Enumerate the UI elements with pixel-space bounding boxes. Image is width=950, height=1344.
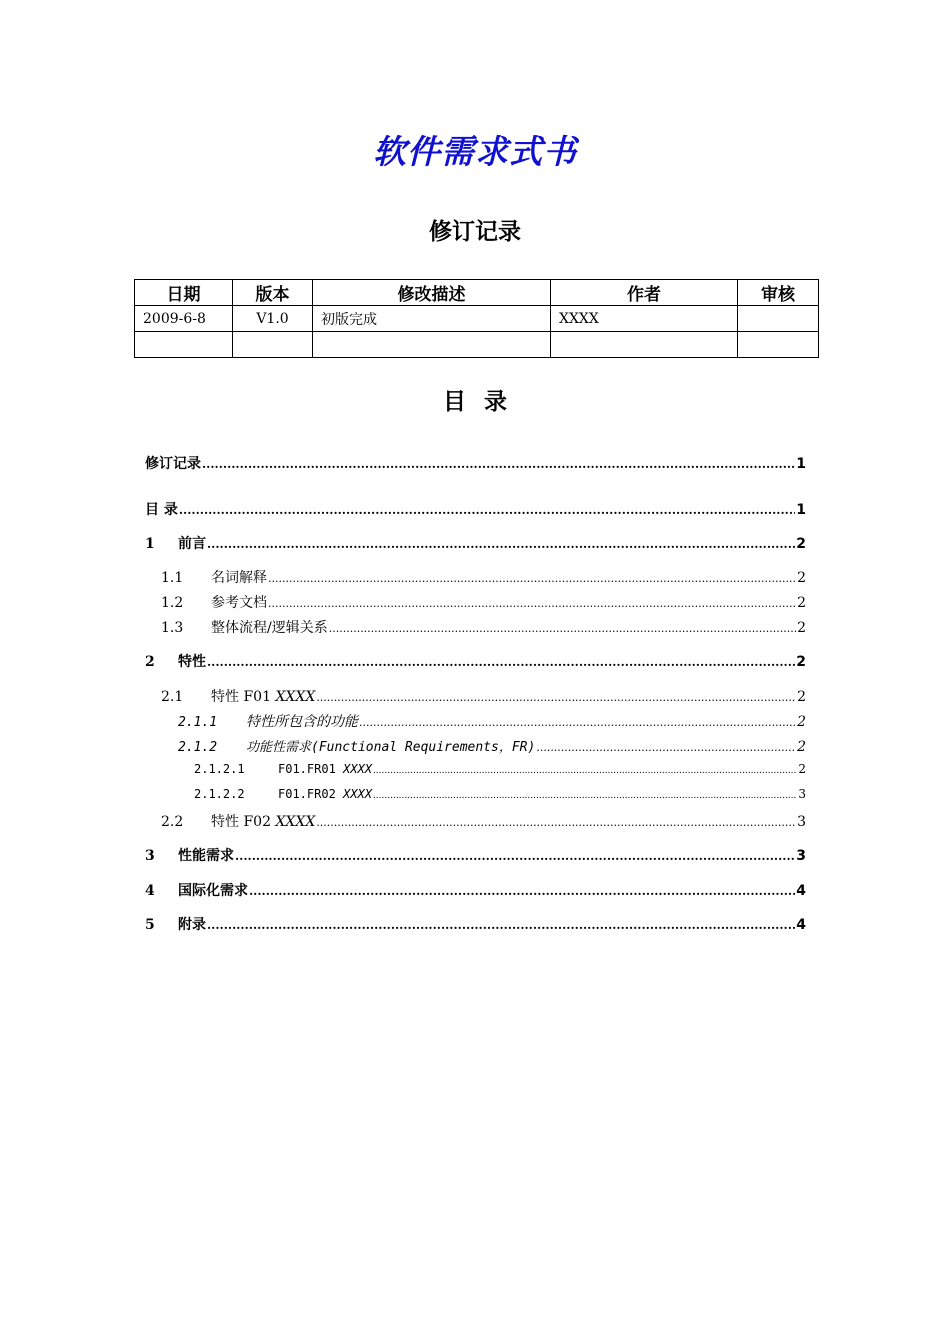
toc-entry-text: 特性 — [178, 654, 206, 670]
toc-leader — [207, 917, 795, 933]
toc-entry[interactable] — [145, 499, 806, 519]
toc-entry-page: 2 — [797, 739, 806, 755]
toc-entry-number: 1 — [145, 536, 155, 552]
toc-entry[interactable] — [178, 736, 806, 755]
toc-leader — [179, 502, 795, 518]
toc-entry-text: 整体流程/逻辑关系 — [211, 620, 328, 636]
toc-leader — [235, 848, 795, 864]
toc-leader — [359, 714, 796, 730]
toc-heading: 目录 — [443, 389, 525, 415]
toc-entry-text: F01.FR02 XXXX — [278, 787, 372, 801]
toc-entry-page: 1 — [796, 456, 806, 472]
toc-entry[interactable] — [194, 787, 806, 801]
document-title: 软件需求式书 — [373, 132, 577, 171]
toc-entry[interactable] — [161, 617, 806, 637]
toc-entry-text: 修订记录 — [145, 456, 201, 472]
toc-entry-page: 2 — [797, 689, 806, 705]
toc-leader — [316, 814, 796, 830]
toc-entry-number: 2.1.2.2 — [194, 787, 245, 801]
toc-entry-text: 目 录 — [145, 502, 178, 518]
header-reviewer: 审核 — [738, 280, 819, 306]
toc-entry[interactable] — [145, 533, 806, 553]
toc-entry-number: 1.2 — [161, 595, 184, 611]
cell-description: 初版完成 — [313, 306, 551, 332]
toc-entry-text: 性能需求 — [178, 848, 234, 864]
toc-entry[interactable] — [145, 914, 806, 934]
toc-entry-text: 参考文档 — [211, 595, 267, 611]
toc-entry[interactable] — [178, 711, 806, 731]
toc-entry-number: 2.1.1 — [178, 715, 218, 730]
toc-entry-text: 特性 F02 XXXX — [211, 814, 316, 830]
header-author: 作者 — [551, 280, 738, 306]
header-version: 版本 — [233, 280, 313, 306]
toc-entry[interactable] — [145, 880, 806, 900]
toc-entry-text: 前言 — [178, 536, 206, 552]
toc-entry[interactable] — [145, 453, 806, 473]
toc-entry[interactable] — [161, 811, 806, 831]
toc-leader — [536, 739, 796, 755]
toc-entry-page: 2 — [797, 620, 806, 636]
toc-leader — [373, 787, 797, 801]
toc-entry-number: 2.1 — [161, 689, 184, 705]
toc-entry-page: 4 — [796, 917, 806, 933]
toc-entry[interactable] — [161, 592, 806, 612]
toc-leader — [268, 595, 796, 611]
toc-entry[interactable] — [145, 651, 806, 671]
toc-entry-number: 3 — [145, 848, 155, 864]
toc-entry-number: 2 — [145, 654, 155, 670]
toc-entry-text: 名词解释 — [211, 570, 267, 586]
toc-leader — [249, 883, 795, 899]
toc-leader — [207, 536, 795, 552]
toc-leader — [373, 762, 797, 776]
toc-entry-text: 特性 F01 XXXX — [211, 689, 316, 705]
toc-entry-number: 5 — [145, 917, 155, 933]
toc-entry-text: 特性所包含的功能 — [246, 714, 358, 730]
toc-leader — [202, 456, 795, 472]
toc-entry-page: 2 — [796, 536, 806, 552]
toc-entry-page: 1 — [796, 502, 806, 518]
toc-leader — [329, 620, 796, 636]
toc-entry[interactable] — [145, 845, 806, 865]
toc-entry-page: 2 — [796, 654, 806, 670]
toc-entry-number: 1.1 — [161, 570, 184, 586]
cell-version: V1.0 — [233, 306, 313, 332]
toc-leader — [268, 570, 796, 586]
toc-entry-page: 3 — [796, 848, 806, 864]
toc-entry-text: 附录 — [178, 917, 206, 933]
toc-entry[interactable] — [194, 762, 806, 776]
header-description: 修改描述 — [313, 280, 551, 306]
toc-entry-page: 2 — [797, 595, 806, 611]
toc-entry-page: 3 — [797, 814, 806, 830]
toc-entry-text: F01.FR01 XXXX — [278, 762, 372, 776]
toc-entry-number: 2.2 — [161, 814, 184, 830]
toc-entry-text: 国际化需求 — [178, 883, 248, 899]
cell-author: XXXX — [551, 306, 738, 332]
toc-entry-page: 4 — [796, 883, 806, 899]
toc-entry-page: 2 — [797, 714, 806, 730]
toc-leader — [316, 689, 796, 705]
toc-entry-number: 4 — [145, 883, 155, 899]
revision-heading: 修订记录 — [429, 219, 521, 245]
toc-entry-number: 2.1.2.1 — [194, 762, 245, 776]
toc-entry-page: 3 — [798, 787, 806, 801]
toc-entry-number: 1.3 — [161, 620, 184, 636]
header-date: 日期 — [135, 280, 233, 306]
toc-entry[interactable] — [161, 686, 806, 706]
toc-leader — [207, 654, 795, 670]
toc-entry[interactable] — [161, 567, 806, 587]
toc-entry-text: 功能性需求(Functional Requirements，FR) — [246, 740, 536, 755]
toc-entry-number: 2.1.2 — [178, 740, 218, 755]
toc-entry-page: 2 — [797, 570, 806, 586]
toc-entry-page: 2 — [798, 762, 806, 776]
cell-date: 2009-6-8 — [135, 306, 233, 332]
